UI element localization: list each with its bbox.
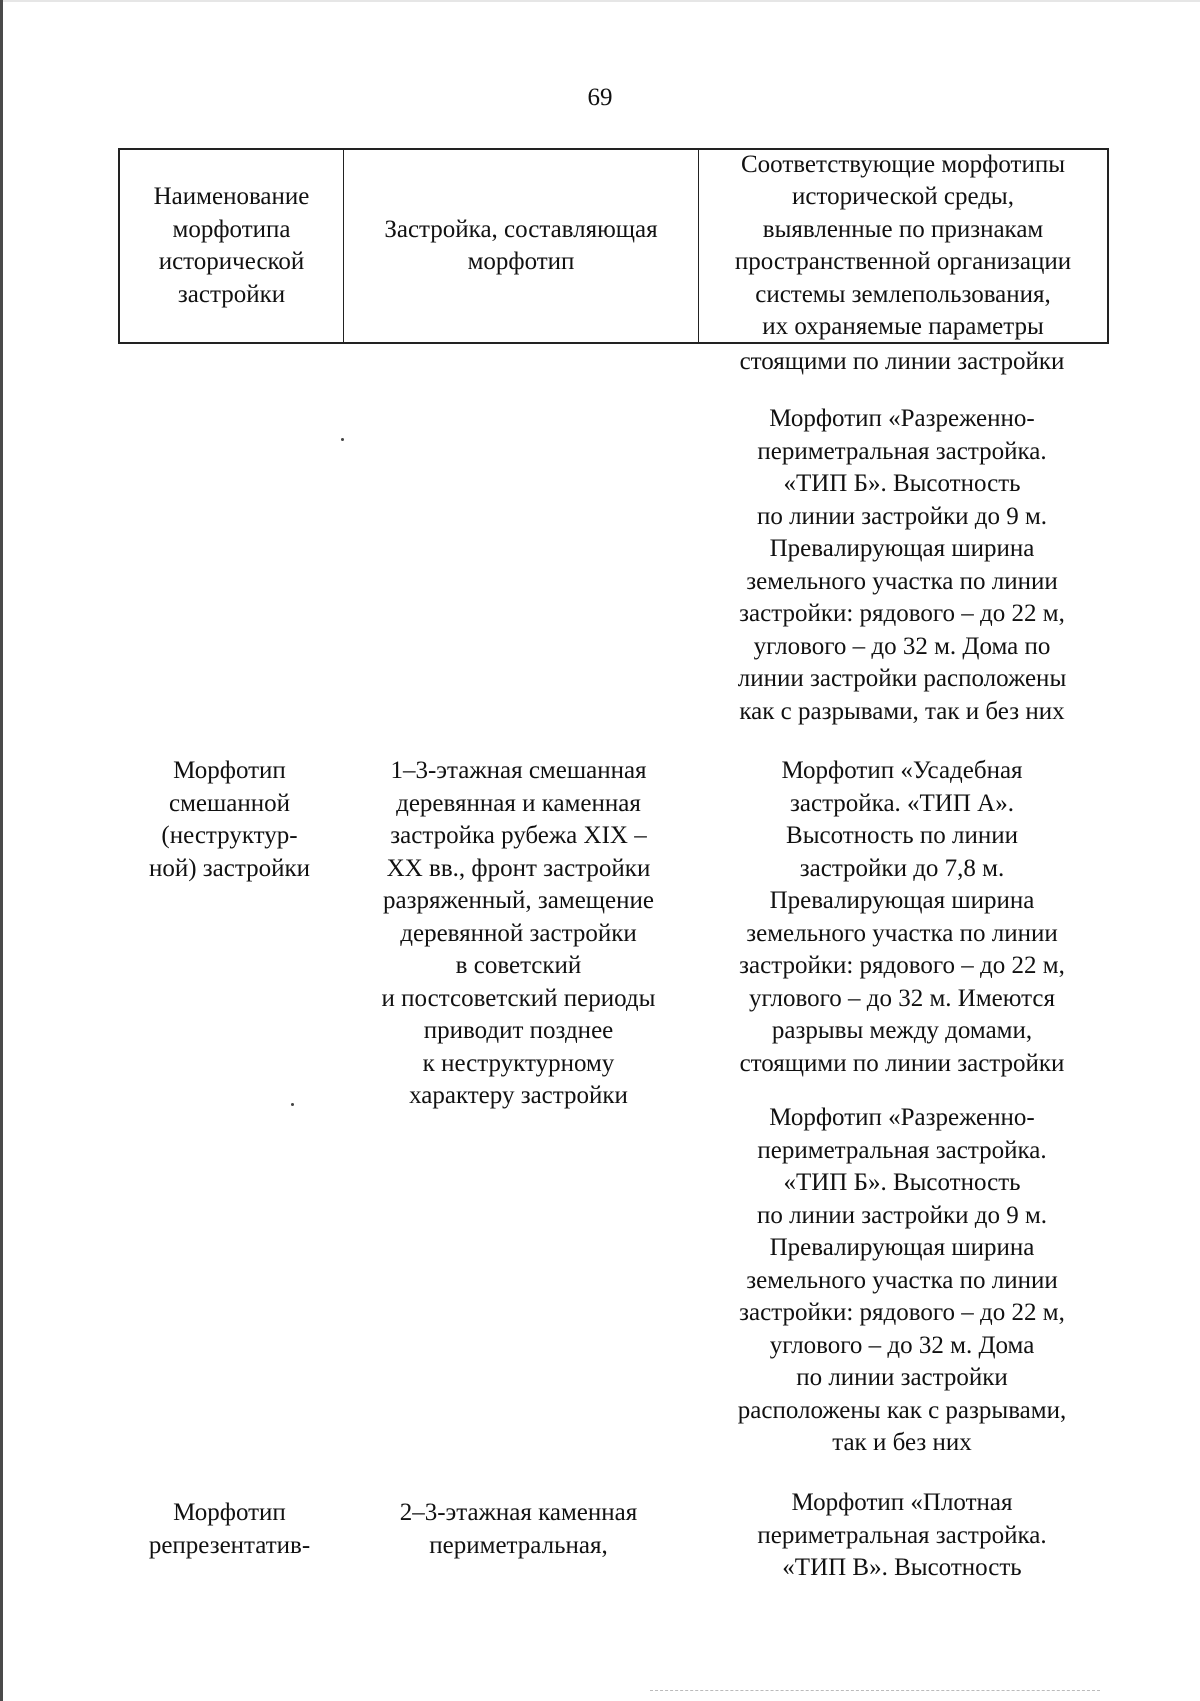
text-line: застройки: рядового – до 22 м, bbox=[739, 600, 1065, 627]
text-line: земельного участка по линии bbox=[746, 919, 1058, 947]
text-line: в советский bbox=[455, 952, 582, 979]
text-line: земельного участка по линии bbox=[746, 1266, 1058, 1294]
header-cell-morphotypes bbox=[698, 150, 1107, 342]
text-line: Превалирующая ширина bbox=[769, 535, 1035, 562]
text-line: приводит позднее bbox=[423, 1017, 614, 1044]
header-cell-name bbox=[120, 150, 343, 342]
text-line: застройки до 7,8 м. bbox=[799, 854, 1005, 882]
continuation-text bbox=[696, 346, 1108, 379]
row-mixed-type-a bbox=[696, 755, 1108, 1080]
text-line: деревянной застройки bbox=[400, 919, 637, 947]
scan-bottom-dash bbox=[650, 1690, 1100, 1691]
text-line: характеру застройки bbox=[409, 1082, 628, 1109]
text-line: застройка рубежа XIX – bbox=[390, 822, 647, 849]
row-representative-type-v bbox=[696, 1487, 1108, 1585]
text-line: морфотип bbox=[467, 248, 575, 275]
text-line: «ТИП В». Высотность bbox=[782, 1554, 1022, 1581]
text-line: к неструктурному bbox=[422, 1049, 615, 1077]
text-line: периметральная, bbox=[429, 1531, 608, 1559]
text-line: Морфотип «Разреженно- bbox=[769, 405, 1035, 432]
text-line: периметральная застройка. bbox=[757, 1521, 1047, 1549]
text-line: как с разрывами, так и без них bbox=[739, 697, 1065, 725]
text-line: деревянная и каменная bbox=[396, 789, 641, 817]
text-line: (неструктур- bbox=[161, 822, 298, 849]
text-line: репрезентатив- bbox=[148, 1531, 311, 1559]
text-line: смешанной bbox=[169, 789, 290, 817]
text-line: углового – до 32 м. Дома bbox=[769, 1331, 1035, 1359]
scan-speck bbox=[341, 438, 344, 441]
text-line: разряженный, замещение bbox=[382, 887, 655, 914]
text-line: Превалирующая ширина bbox=[769, 887, 1035, 914]
scan-edge-top bbox=[0, 0, 1200, 2]
text-line: Застройка, составляющая bbox=[384, 215, 658, 243]
text-line: Соответствующие морфотипы bbox=[740, 150, 1066, 178]
table-header bbox=[118, 148, 1109, 344]
text-line: так и без них bbox=[832, 1429, 972, 1456]
text-line: исторической среды, bbox=[792, 183, 1014, 210]
text-line: морфотипа bbox=[172, 215, 291, 243]
text-line: «ТИП Б». Высотность bbox=[783, 1169, 1021, 1196]
text-line: застройки bbox=[177, 280, 286, 308]
text-line: по линии застройки до 9 м. bbox=[756, 1201, 1048, 1229]
text-line: стоящими по линии застройки bbox=[739, 348, 1065, 375]
text-line: стоящими по линии застройки bbox=[739, 1049, 1065, 1077]
text-line: расположены как с разрывами, bbox=[737, 1396, 1067, 1424]
text-line: Наименование bbox=[153, 183, 310, 210]
text-line: Морфотип bbox=[173, 757, 286, 784]
text-line: углового – до 32 м. Дома по bbox=[753, 632, 1051, 660]
row-mixed-type-b bbox=[696, 1102, 1108, 1460]
text-line: 2–3-этажная каменная bbox=[399, 1499, 638, 1526]
text-line: Морфотип «Усадебная bbox=[781, 757, 1023, 784]
text-line: периметральная застройка. bbox=[757, 1136, 1047, 1164]
text-line: выявленные по признакам bbox=[762, 215, 1044, 243]
text-line: по линии застройки bbox=[796, 1364, 1008, 1391]
text-line: по линии застройки до 9 м. bbox=[756, 502, 1048, 530]
scan-speck bbox=[291, 1103, 294, 1106]
text-line: Морфотип bbox=[173, 1499, 286, 1526]
text-line: пространственной организации bbox=[734, 248, 1072, 275]
text-line: земельного участка по линии bbox=[746, 567, 1058, 595]
page-number: 69 bbox=[587, 84, 613, 111]
text-line: периметральная застройка. bbox=[757, 437, 1047, 465]
row-mixed-description bbox=[341, 755, 696, 1113]
row-mixed-name bbox=[118, 755, 341, 885]
text-line: застройка. «ТИП А». bbox=[790, 789, 1014, 817]
text-line: Высотность по линии bbox=[786, 822, 1018, 849]
text-line: 1–3-этажная смешанная bbox=[390, 757, 647, 784]
text-line: застройки: рядового – до 22 м, bbox=[739, 1299, 1065, 1326]
text-line: системы землепользования, bbox=[755, 280, 1051, 308]
row-representative-description bbox=[341, 1497, 696, 1562]
text-line: ной) застройки bbox=[148, 854, 311, 882]
text-line: их охраняемые параметры bbox=[762, 313, 1044, 340]
text-line: застройки: рядового – до 22 м, bbox=[739, 952, 1065, 979]
text-line: исторической bbox=[158, 248, 305, 275]
text-line: линии застройки расположены bbox=[737, 665, 1067, 692]
header-cell-development bbox=[343, 150, 698, 342]
text-line: Морфотип «Плотная bbox=[791, 1489, 1013, 1516]
row-representative-name bbox=[118, 1497, 341, 1562]
text-line: Морфотип «Разреженно- bbox=[769, 1104, 1035, 1131]
morphotype-b-block bbox=[696, 403, 1108, 728]
text-line: и постсоветский периоды bbox=[381, 984, 656, 1012]
text-line: разрывы между домами, bbox=[771, 1017, 1033, 1044]
text-line: углового – до 32 м. Имеются bbox=[749, 984, 1055, 1012]
text-line: «ТИП Б». Высотность bbox=[783, 470, 1021, 497]
text-line: Превалирующая ширина bbox=[769, 1234, 1035, 1261]
text-line: XX вв., фронт застройки bbox=[386, 854, 651, 882]
scan-edge-left bbox=[0, 0, 3, 1701]
